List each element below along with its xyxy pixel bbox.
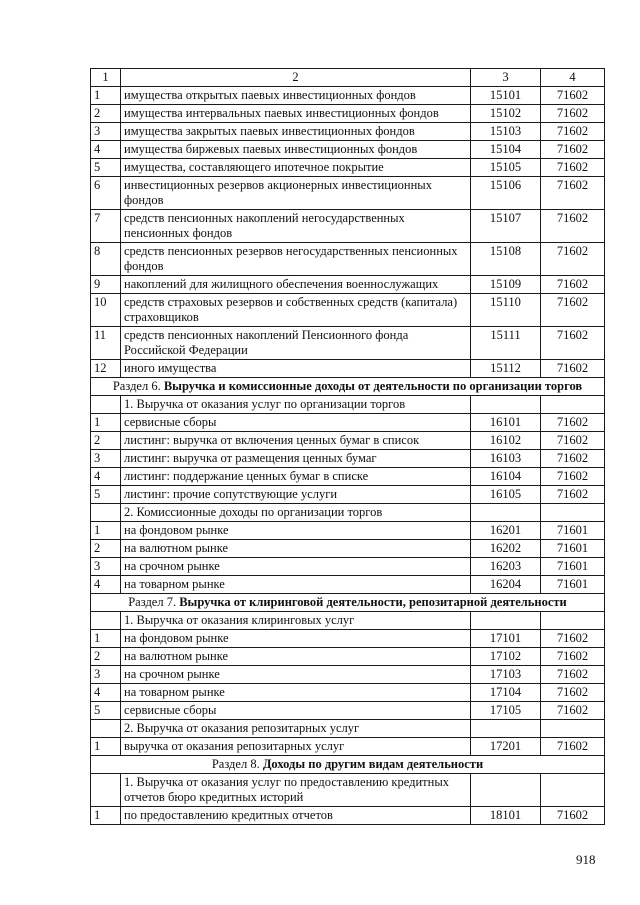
account-number-cell: 71602 [541,432,605,450]
row-number-cell: 1 [91,807,121,825]
symbol-code-cell: 15111 [471,327,541,360]
header-cell-1: 1 [91,69,121,87]
description-cell: средств пенсионных резервов негосударственных пенсионных фондов [121,243,471,276]
page-number: 918 [576,852,596,867]
empty-cell [91,396,121,414]
subsection-title: 1. Выручка от оказания услуг по организации торгов [121,396,471,414]
empty-cell [91,720,121,738]
description-cell: на фондовом рынке [121,630,471,648]
description-cell: иного имущества [121,360,471,378]
section-title-cell [91,756,605,774]
description-cell: имущества, составляющего ипотечное покрытие [121,159,471,177]
table-row [91,360,605,378]
subsection-title: 2. Выручка от оказания репозитарных услуг [121,720,471,738]
table-row [91,243,605,276]
row-number-cell: 1 [91,87,121,105]
symbol-code-cell: 16103 [471,450,541,468]
symbol-code-cell: 16102 [471,432,541,450]
row-number-cell: 3 [91,123,121,141]
symbol-code-cell: 16204 [471,576,541,594]
table-row [91,684,605,702]
header-row [91,69,605,87]
account-number-cell: 71602 [541,807,605,825]
row-number-cell: 2 [91,648,121,666]
description-cell: листинг: выручка от размещения ценных бумаг [121,450,471,468]
table-row [91,738,605,756]
table-row [91,558,605,576]
table-row [91,123,605,141]
account-number-cell: 71602 [541,684,605,702]
row-number-cell: 3 [91,450,121,468]
symbol-code-cell: 16105 [471,486,541,504]
description-cell: имущества интервальных паевых инвестиционных фондов [121,105,471,123]
symbol-code-cell: 18101 [471,807,541,825]
empty-cell [541,612,605,630]
row-number-cell: 10 [91,294,121,327]
table-row [91,87,605,105]
account-number-cell: 71602 [541,177,605,210]
description-cell: накоплений для жилищного обеспечения военнослужащих [121,276,471,294]
symbol-code-cell: 17105 [471,702,541,720]
account-number-cell: 71602 [541,486,605,504]
row-number-cell: 7 [91,210,121,243]
row-number-cell: 3 [91,558,121,576]
subsection-row [91,774,605,807]
symbol-code-cell: 15110 [471,294,541,327]
account-number-cell: 71602 [541,159,605,177]
subsection-row [91,612,605,630]
table-row [91,807,605,825]
account-number-cell: 71602 [541,360,605,378]
account-number-cell: 71602 [541,666,605,684]
symbol-code-cell: 15104 [471,141,541,159]
subsection-title: 1. Выручка от оказания клиринговых услуг [121,612,471,630]
subsection-title: 2. Комиссионные доходы по организации торгов [121,504,471,522]
section-prefix: Раздел 8. [211,757,263,771]
row-number-cell: 4 [91,141,121,159]
row-number-cell: 2 [91,540,121,558]
empty-cell [91,774,121,807]
description-cell: имущества биржевых паевых инвестиционных фондов [121,141,471,159]
section-title: Выручка и комиссионные доходы от деятельности по организации торгов [163,379,583,393]
symbol-code-cell: 17102 [471,648,541,666]
description-cell: листинг: поддержание ценных бумаг в списке [121,468,471,486]
table-row [91,327,605,360]
description-cell: выручка от оказания репозитарных услуг [121,738,471,756]
account-number-cell: 71601 [541,558,605,576]
section-prefix: Раздел 7. [128,595,180,609]
section-row [91,378,605,396]
table-row [91,159,605,177]
symbol-code-cell: 16201 [471,522,541,540]
symbol-code-cell: 16203 [471,558,541,576]
description-cell: сервисные сборы [121,702,471,720]
empty-cell [541,504,605,522]
symbol-code-cell: 15107 [471,210,541,243]
table-row [91,450,605,468]
symbol-code-cell: 17104 [471,684,541,702]
empty-cell [541,774,605,807]
empty-cell [91,612,121,630]
empty-cell [541,396,605,414]
row-number-cell: 9 [91,276,121,294]
table-row [91,540,605,558]
description-cell: на срочном рынке [121,666,471,684]
description-cell: средств пенсионных накоплений негосударственных пенсионных фондов [121,210,471,243]
table-row [91,468,605,486]
header-cell-4: 4 [541,69,605,87]
description-cell: на товарном рынке [121,576,471,594]
table-row [91,105,605,123]
table-row [91,702,605,720]
table-row [91,666,605,684]
table-row [91,177,605,210]
section-title-cell [91,594,605,612]
row-number-cell: 5 [91,159,121,177]
account-number-cell: 71601 [541,576,605,594]
symbol-code-cell: 16104 [471,468,541,486]
account-number-cell: 71602 [541,450,605,468]
empty-cell [471,774,541,807]
description-cell: средств страховых резервов и собственных средств (капитала) страховщиков [121,294,471,327]
account-number-cell: 71602 [541,141,605,159]
row-number-cell: 3 [91,666,121,684]
symbol-code-cell: 15101 [471,87,541,105]
section-row [91,594,605,612]
table-row [91,414,605,432]
row-number-cell: 4 [91,684,121,702]
table-body [91,69,605,825]
account-number-cell: 71602 [541,243,605,276]
header-cell-2: 2 [121,69,471,87]
subsection-row [91,720,605,738]
table-row [91,141,605,159]
table-row [91,576,605,594]
description-cell: на товарном рынке [121,684,471,702]
table-row [91,276,605,294]
empty-cell [471,504,541,522]
subsection-title: 1. Выручка от оказания услуг по предоставлению кредитных отчетов бюро кредитных историй [121,774,471,807]
table-row [91,630,605,648]
description-cell: листинг: прочие сопутствующие услуги [121,486,471,504]
row-number-cell: 1 [91,414,121,432]
symbol-code-cell: 17103 [471,666,541,684]
description-cell: имущества закрытых паевых инвестиционных фондов [121,123,471,141]
subsection-row [91,396,605,414]
account-number-cell: 71602 [541,87,605,105]
row-number-cell: 12 [91,360,121,378]
row-number-cell: 4 [91,576,121,594]
description-cell: на фондовом рынке [121,522,471,540]
table-row [91,522,605,540]
table-row [91,486,605,504]
table-row [91,294,605,327]
account-number-cell: 71602 [541,630,605,648]
account-number-cell: 71602 [541,327,605,360]
empty-cell [541,720,605,738]
row-number-cell: 11 [91,327,121,360]
description-cell: по предоставлению кредитных отчетов [121,807,471,825]
account-number-cell: 71602 [541,702,605,720]
symbol-code-cell: 15108 [471,243,541,276]
row-number-cell: 4 [91,468,121,486]
account-number-cell: 71602 [541,738,605,756]
header-cell-3: 3 [471,69,541,87]
section-prefix: Раздел 6. [112,379,164,393]
description-cell: средств пенсионных накоплений Пенсионного фонда Российской Федерации [121,327,471,360]
empty-cell [91,504,121,522]
symbol-code-cell: 15109 [471,276,541,294]
description-cell: на валютном рынке [121,540,471,558]
account-number-cell: 71601 [541,522,605,540]
description-cell: на валютном рынке [121,648,471,666]
row-number-cell: 8 [91,243,121,276]
empty-cell [471,612,541,630]
account-number-cell: 71602 [541,276,605,294]
symbol-code-cell: 17101 [471,630,541,648]
description-cell: листинг: выручка от включения ценных бумаг в список [121,432,471,450]
table-row [91,648,605,666]
section-title: Доходы по другим видам деятельности [262,757,484,771]
symbol-code-cell: 16101 [471,414,541,432]
section-title-cell [91,378,605,396]
description-cell: сервисные сборы [121,414,471,432]
description-cell: на срочном рынке [121,558,471,576]
table-row [91,210,605,243]
account-number-cell: 71601 [541,540,605,558]
account-number-cell: 71602 [541,648,605,666]
empty-cell [471,720,541,738]
symbol-code-cell: 15105 [471,159,541,177]
accounts-table [90,68,605,825]
row-number-cell: 1 [91,522,121,540]
row-number-cell: 1 [91,630,121,648]
row-number-cell: 5 [91,486,121,504]
symbol-code-cell: 15106 [471,177,541,210]
row-number-cell: 1 [91,738,121,756]
row-number-cell: 2 [91,105,121,123]
account-number-cell: 71602 [541,414,605,432]
symbol-code-cell: 15112 [471,360,541,378]
account-number-cell: 71602 [541,123,605,141]
description-cell: имущества открытых паевых инвестиционных фондов [121,87,471,105]
row-number-cell: 6 [91,177,121,210]
section-title: Выручка от клиринговой деятельности, репозитарной деятельности [179,595,567,609]
table-row [91,432,605,450]
symbol-code-cell: 15102 [471,105,541,123]
symbol-code-cell: 17201 [471,738,541,756]
subsection-row [91,504,605,522]
account-number-cell: 71602 [541,468,605,486]
empty-cell [471,396,541,414]
section-row [91,756,605,774]
account-number-cell: 71602 [541,105,605,123]
row-number-cell: 2 [91,432,121,450]
symbol-code-cell: 15103 [471,123,541,141]
account-number-cell: 71602 [541,294,605,327]
account-number-cell: 71602 [541,210,605,243]
row-number-cell: 5 [91,702,121,720]
description-cell: инвестиционных резервов акционерных инвестиционных фондов [121,177,471,210]
symbol-code-cell: 16202 [471,540,541,558]
